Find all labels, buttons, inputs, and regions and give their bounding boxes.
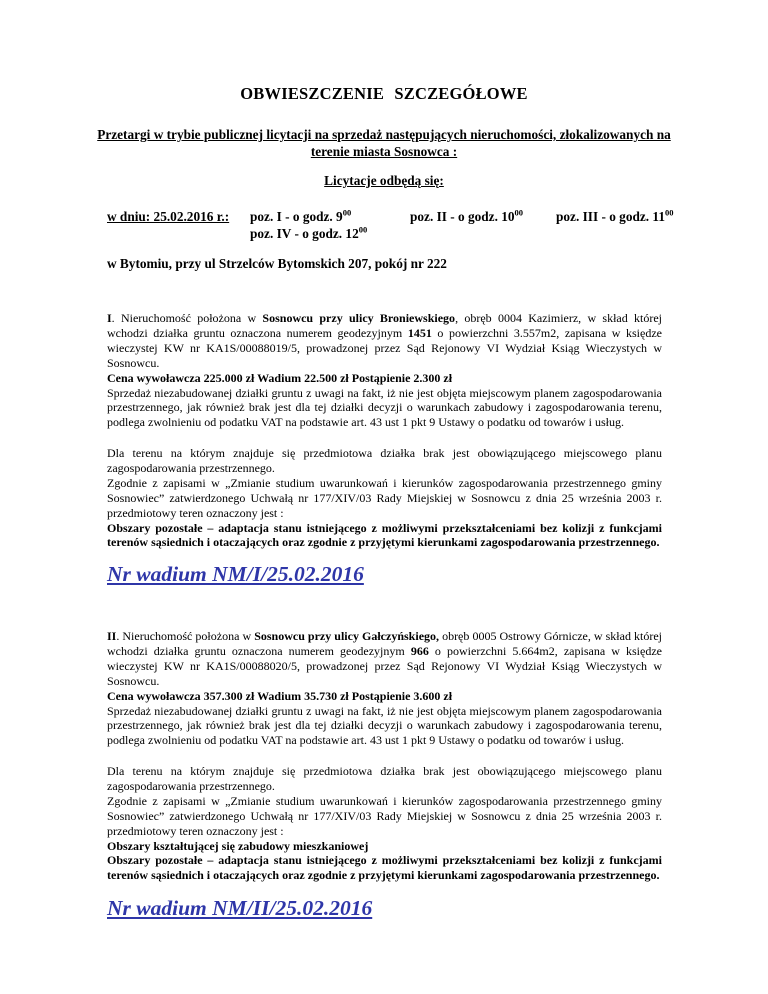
item-1-description: I. Nieruchomość położona w Sosnowcu przy ulicy Broniewskiego, obręb 0004 Kazimierz, w skład której wchodzi działka gruntu oznaczona numerem geodezyjnym 1451 o powierzchni 3.557m2, zapisana w księdze wieczystej KW nr KA1S/00088019/5, prowadzonej przez Sąd Rejonowy VI Wydział Ksiąg Wieczystych w Sosnowcu. Cena wywoławcza 225.000 zł Wadium 22.500 zł Postąpienie 2.300 zł Sprzedaż niezabudowanej działki gruntu z uwagi na fakt, iż nie jest objęta miejscowym planem zagospodarowania przestrzennego, jak również brak jest dla tej działki decyzji o warunkach zabudowy i zagospodarowania terenu, podlega zwolnieniu od podatku VAT na podstawie art. 43 ust 1 pkt 9 Ustawy o podatku od towarów i usług. bbox=[107, 311, 663, 430]
item-2-plan-info: Dla terenu na którym znajduje się przedmiotowa działka brak jest obowiązującego miejscowego planu zagospodarowania przestrzennego. Zgodnie z zapisami w „Zmianie studium uwarunkowań i kierunków zagospodarowania przestrzennego gminy Sosnowiec” zatwierdzonego Uchwałą nr 177/XIV/03 Rady Miejskiej w Sosnowcu z dnia 25 września 2003 r. przedmiotowy teren oznaczony jest : Obszary kształtującej się zabudowy mieszkaniowej Obszary pozostałe – adaptacja stanu istniejącego z możliwymi przekształceniami bez kolizji z funkcjami terenów sąsiednich i otaczających oraz zgodnie z przyjętymi kierunkami zagospodarowania przestrzennego. bbox=[107, 764, 662, 883]
item-2-price: Cena wywoławcza 357.300 zł Wadium 35.730 zł Postąpienie 3.600 zł bbox=[107, 688, 453, 703]
item-2-areas: Obszary pozostałe – adaptacja stanu istniejącego z możliwymi przekształceniami bez kolizji z funkcjami terenów sąsiednich i otaczających oraz zgodnie z przyjętymi kierunkami zagospodarowania przestrzennego. bbox=[107, 853, 662, 883]
schedule-item-1: poz. I - o godz. $9^{00}$ bbox=[250, 207, 352, 224]
document-subtitle: Przetargi w trybie publicznej licytacji na sprzedaż następujących nieruchomości, złokalizowanych na terenie miasta Sosnowca : bbox=[97, 127, 671, 159]
item-1-sale-note: Sprzedaż niezabudowanej działki gruntu z uwagi na fakt, iż nie jest objęta miejscowym planem zagospodarowania przestrzennego, jak również brak jest dla tej działki decyzji o warunkach zabudowy i zagospodarowania terenu, podlega zwolnieniu od podatku VAT na podstawie art. 43 ust 1 pkt 9 Ustawy o podatku od towarów i usług. bbox=[107, 385, 662, 430]
auction-heading: Licytacje odbędą się: bbox=[324, 173, 444, 188]
item-1-price: Cena wywoławcza 225.000 zł Wadium 22.500 zł Postąpienie 2.300 zł bbox=[107, 370, 453, 385]
schedule-item-2: poz. II - o godz. $10^{00}$ bbox=[410, 207, 524, 224]
item-1-plan-info: Dla terenu na którym znajduje się przedmiotowa działka brak jest obowiązującego miejscowego planu zagospodarowania przestrzennego. Zgodnie z zapisami w „Zmianie studium uwarunkowań i kierunków zagospodarowania przestrzennego gminy Sosnowiec” zatwierdzonego Uchwałą nr 177/XIV/03 Rady Miejskiej w Sosnowcu z dnia 25 września 2003 r. przedmiotowy teren oznaczony jest : Obszary pozostałe – adaptacja stanu istniejącego z możliwymi przekształceniami bez kolizji z funkcjami terenów sąsiednich i otaczających oraz zgodnie z przyjętymi kierunkami zagospodarowania przestrzennego. bbox=[107, 446, 662, 550]
item-2-zone: Obszary kształtującej się zabudowy mieszkaniowej bbox=[107, 838, 369, 853]
auction-location: w Bytomiu, przy ul Strzelców Bytomskich 207, pokój nr 222 bbox=[107, 256, 447, 271]
document-title: OBWIESZCZENIE SZCZEGÓŁOWE bbox=[240, 84, 528, 103]
schedule-item-4: poz. IV - o godz. $12^{00}$ bbox=[250, 224, 368, 241]
item-2-sale-note: Sprzedaż niezabudowanej działki gruntu z uwagi na fakt, iż nie jest objęta miejscowym planem zagospodarowania przestrzennego, jak również brak jest dla tej działki decyzji o warunkach zabudowy i zagospodarowania terenu, podlega zwolnieniu od podatku VAT na podstawie art. 43 ust 1 pkt 9 Ustawy o podatku od towarów i usług. bbox=[107, 703, 662, 748]
item-1-wadium: Nr wadium NM/I/25.02.2016 bbox=[107, 562, 364, 586]
auction-date: w dniu: 25.02.2016 r.: bbox=[107, 209, 230, 224]
schedule-item-3: poz. III - o godz. $11^{00}$ bbox=[556, 207, 674, 224]
item-2-wadium: Nr wadium NM/II/25.02.2016 bbox=[107, 896, 373, 920]
item-2-description: II. Nieruchomość położona w Sosnowcu przy ulicy Gałczyńskiego, obręb 0005 Ostrowy Górnicze, w skład której wchodzi działka gruntu oznaczona numerem geodezyjnym 966 o powierzchni 5.664m2, zapisana w księdze wieczystej KW nr KA1S/00088020/5, prowadzonej przez Sąd Rejonowy VI Wydział Ksiąg Wieczystych w Sosnowcu. Cena wywoławcza 357.300 zł Wadium 35.730 zł Postąpienie 3.600 zł Sprzedaż niezabudowanej działki gruntu z uwagi na fakt, iż nie jest objęta miejscowym planem zagospodarowania przestrzennego, jak również brak jest dla tej działki decyzji o warunkach zabudowy i zagospodarowania terenu, podlega zwolnieniu od podatku VAT na podstawie art. 43 ust 1 pkt 9 Ustawy o podatku od towarów i usług. bbox=[107, 629, 662, 748]
item-1-areas: Obszary pozostałe – adaptacja stanu istniejącego z możliwymi przekształceniami bez kolizji z funkcjami terenów sąsiednich i otaczających oraz zgodnie z przyjętymi kierunkami zagospodarowania przestrzennego. bbox=[107, 520, 662, 550]
